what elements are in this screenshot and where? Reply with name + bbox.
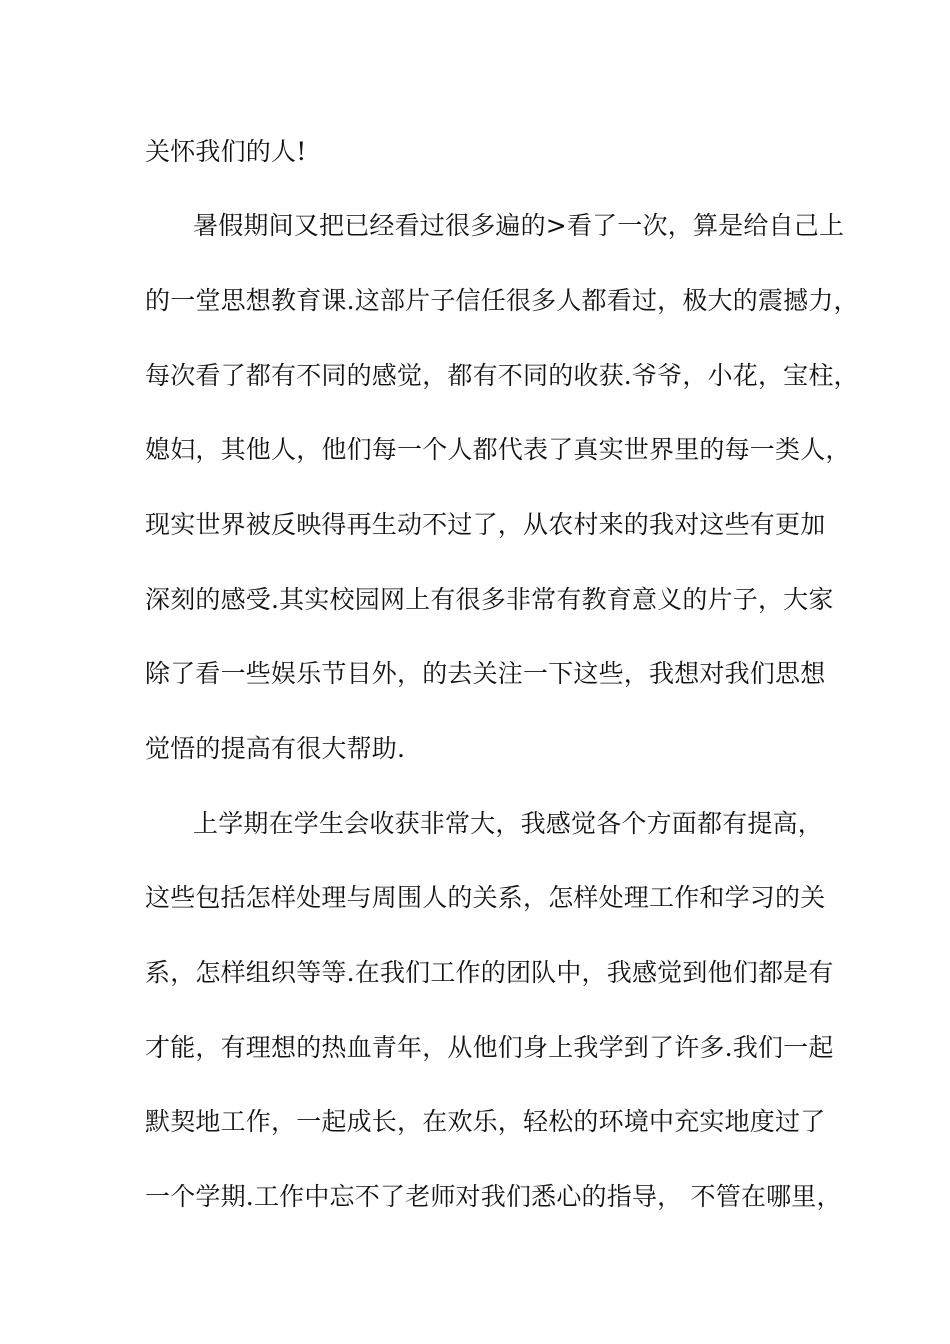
text-line: 默契地工作，一起成长，在欢乐，轻松的环境中充实地度过了 <box>145 1107 826 1136</box>
text-line: 每次看了都有不同的感觉，都有不同的收获.爷爷，小花，宝柱， <box>145 361 859 390</box>
text-line: 现实世界被反映得再生动不过了，从农村来的我对这些有更加 <box>145 510 826 539</box>
text-line: 深刻的感受.其实校园网上有很多非常有教育意义的片子，大家 <box>145 585 834 614</box>
paragraph-first-line: 暑假期间又把已经看过很多遍的>看了一次，算是给自己上 <box>193 211 845 240</box>
text-line: 系，怎样组织等等.在我们工作的团队中，我感觉到他们都是有 <box>145 958 834 987</box>
text-line: 觉悟的提高有很大帮助. <box>145 734 406 763</box>
text-line: 关怀我们的人! <box>145 137 307 166</box>
text-line: 这些包括怎样处理与周围人的关系，怎样处理工作和学习的关 <box>145 883 826 912</box>
text-line: 的一堂思想教育课.这部片子信任很多人都看过，极大的震撼力， <box>145 286 859 315</box>
paragraph-first-line: 上学期在学生会收获非常大，我感觉各个方面都有提高， <box>193 809 824 838</box>
text-line: 除了看一些娱乐节目外，的去关注一下这些，我想对我们思想 <box>145 659 826 688</box>
text-line: 才能，有理想的热血青年，从他们身上我学到了许多.我们一起 <box>145 1033 834 1062</box>
text-line: 媳妇，其他人，他们每一个人都代表了真实世界里的每一类人， <box>145 435 851 464</box>
text-line: 一个学期.工作中忘不了老师对我们悉心的指导， 不管在哪里， <box>145 1182 842 1211</box>
